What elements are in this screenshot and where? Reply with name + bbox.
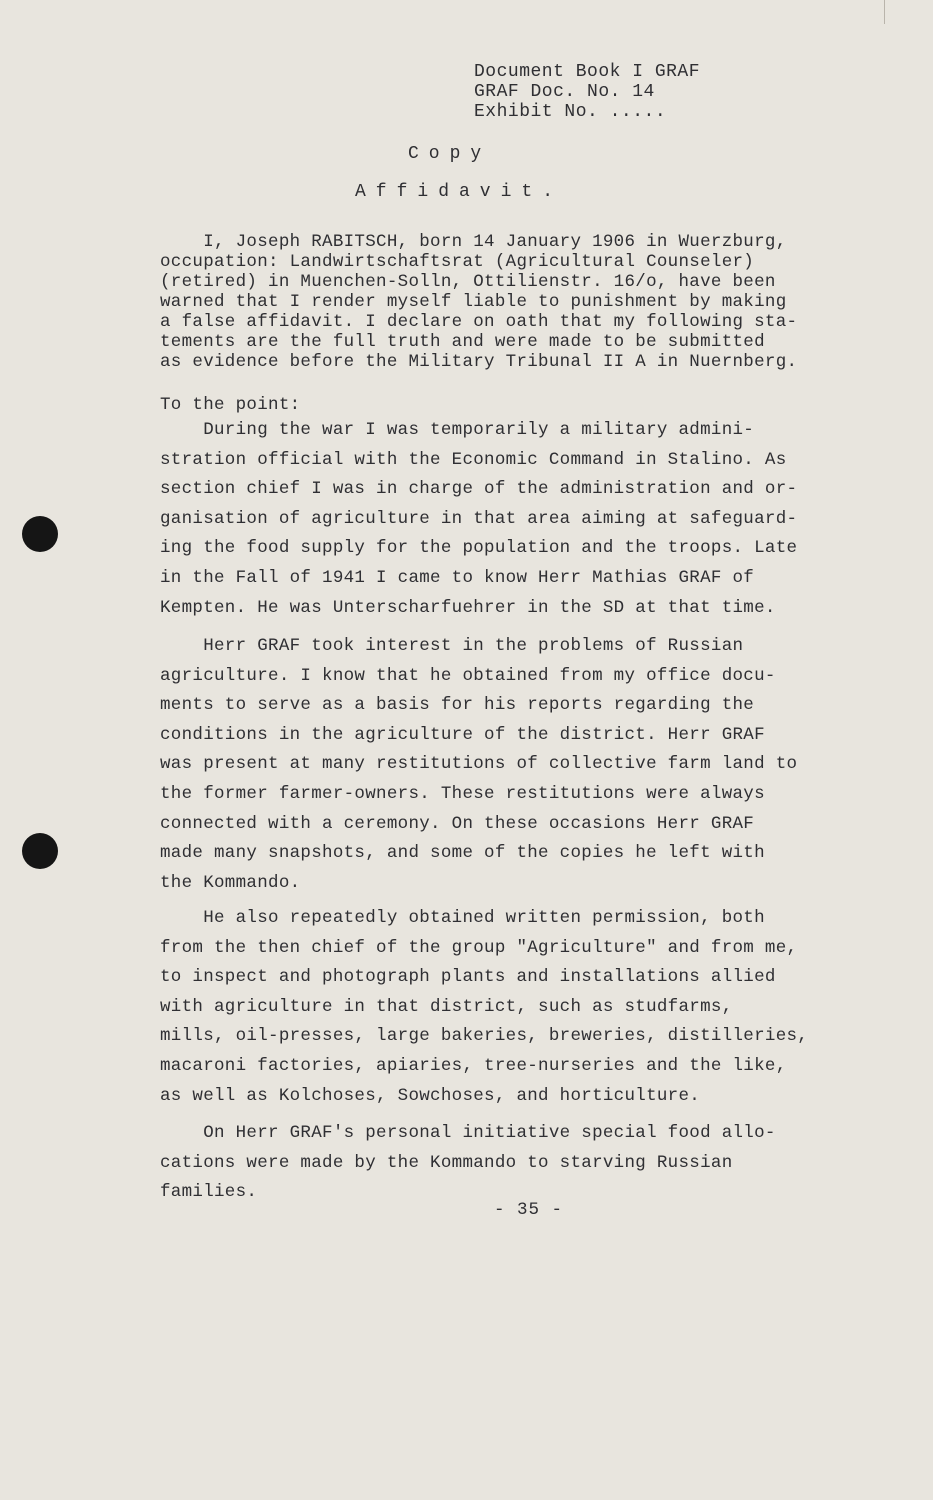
text-line: He also repeatedly obtained written permission, both (160, 908, 765, 928)
paragraph-4 (160, 1119, 880, 1208)
text-line: to inspect and photograph plants and installations allied (160, 967, 776, 988)
to-the-point-label: To the point: (160, 395, 301, 415)
text-line: warned that I render myself liable to punishment by making (160, 292, 787, 312)
text-line: a false affidavit. I declare on oath that my following sta- (160, 312, 798, 332)
text-line: section chief I was in charge of the administration and or- (160, 479, 798, 500)
text-line: the Kommando. (160, 872, 301, 893)
text-line: as evidence before the Military Tribunal II A in Nuernberg. (160, 352, 798, 372)
intro-paragraph (160, 232, 860, 372)
text-line: Kempten. He was Unterscharfuehrer in the SD at that time. (160, 597, 776, 618)
text-line: tements are the full truth and were made to be submitted (160, 332, 765, 352)
text-line: as well as Kolchoses, Sowchoses, and horticulture. (160, 1085, 701, 1106)
affidavit-heading: Affidavit. (355, 182, 564, 202)
header-line: GRAF Doc. No. 14 (474, 82, 655, 102)
paragraph-3 (160, 904, 880, 1111)
document-reference (474, 62, 700, 122)
punch-hole-bottom (22, 833, 58, 869)
text-line: ing the food supply for the population and the troops. Late (160, 538, 798, 559)
text-line: conditions in the agriculture of the district. Herr GRAF (160, 724, 765, 745)
text-line: occupation: Landwirtschaftsrat (Agricultural Counseler) (160, 252, 755, 272)
text-line: mills, oil-presses, large bakeries, breweries, distilleries, (160, 1026, 809, 1047)
text-line: in the Fall of 1941 I came to know Herr Mathias GRAF of (160, 567, 755, 588)
text-line: the former farmer-owners. These restitutions were always (160, 783, 765, 804)
text-line: On Herr GRAF's personal initiative special food allo- (160, 1123, 776, 1143)
header-line: Document Book I GRAF (474, 62, 701, 82)
text-line: I, Joseph RABITSCH, born 14 January 1906 in Wuerzburg, (160, 232, 787, 252)
text-line: was present at many restitutions of collective farm land to (160, 754, 798, 775)
text-line: made many snapshots, and some of the copies he left with (160, 843, 765, 864)
punch-hole-top (22, 516, 58, 552)
text-line: Herr GRAF took interest in the problems of Russian (160, 636, 744, 656)
paragraph-2 (160, 632, 880, 898)
text-line: agriculture. I know that he obtained from my office docu- (160, 665, 776, 686)
header-line: Exhibit No. ..... (474, 102, 667, 122)
text-line: cations were made by the Kommando to starving Russian (160, 1152, 733, 1173)
text-line: ments to serve as a basis for his reports regarding the (160, 695, 755, 716)
text-line: from the then chief of the group "Agriculture" and from me, (160, 937, 798, 958)
page-number: - 35 - (494, 1200, 564, 1220)
text-line: macaroni factories, apiaries, tree-nurseries and the like, (160, 1055, 787, 1076)
text-line: connected with a ceremony. On these occasions Herr GRAF (160, 813, 755, 834)
text-line: with agriculture in that district, such as studfarms, (160, 996, 733, 1017)
text-line: (retired) in Muenchen-Solln, Ottilienstr. 16/o, have been (160, 272, 776, 292)
paragraph-1 (160, 416, 880, 623)
copy-heading: Copy (408, 144, 492, 164)
text-line: families. (160, 1182, 258, 1203)
edge-mark-top-right (884, 0, 885, 24)
text-line: stration official with the Economic Command in Stalino. As (160, 449, 787, 470)
text-line: During the war I was temporarily a military admini- (160, 420, 755, 440)
text-line: ganisation of agriculture in that area aiming at safeguard- (160, 508, 798, 529)
